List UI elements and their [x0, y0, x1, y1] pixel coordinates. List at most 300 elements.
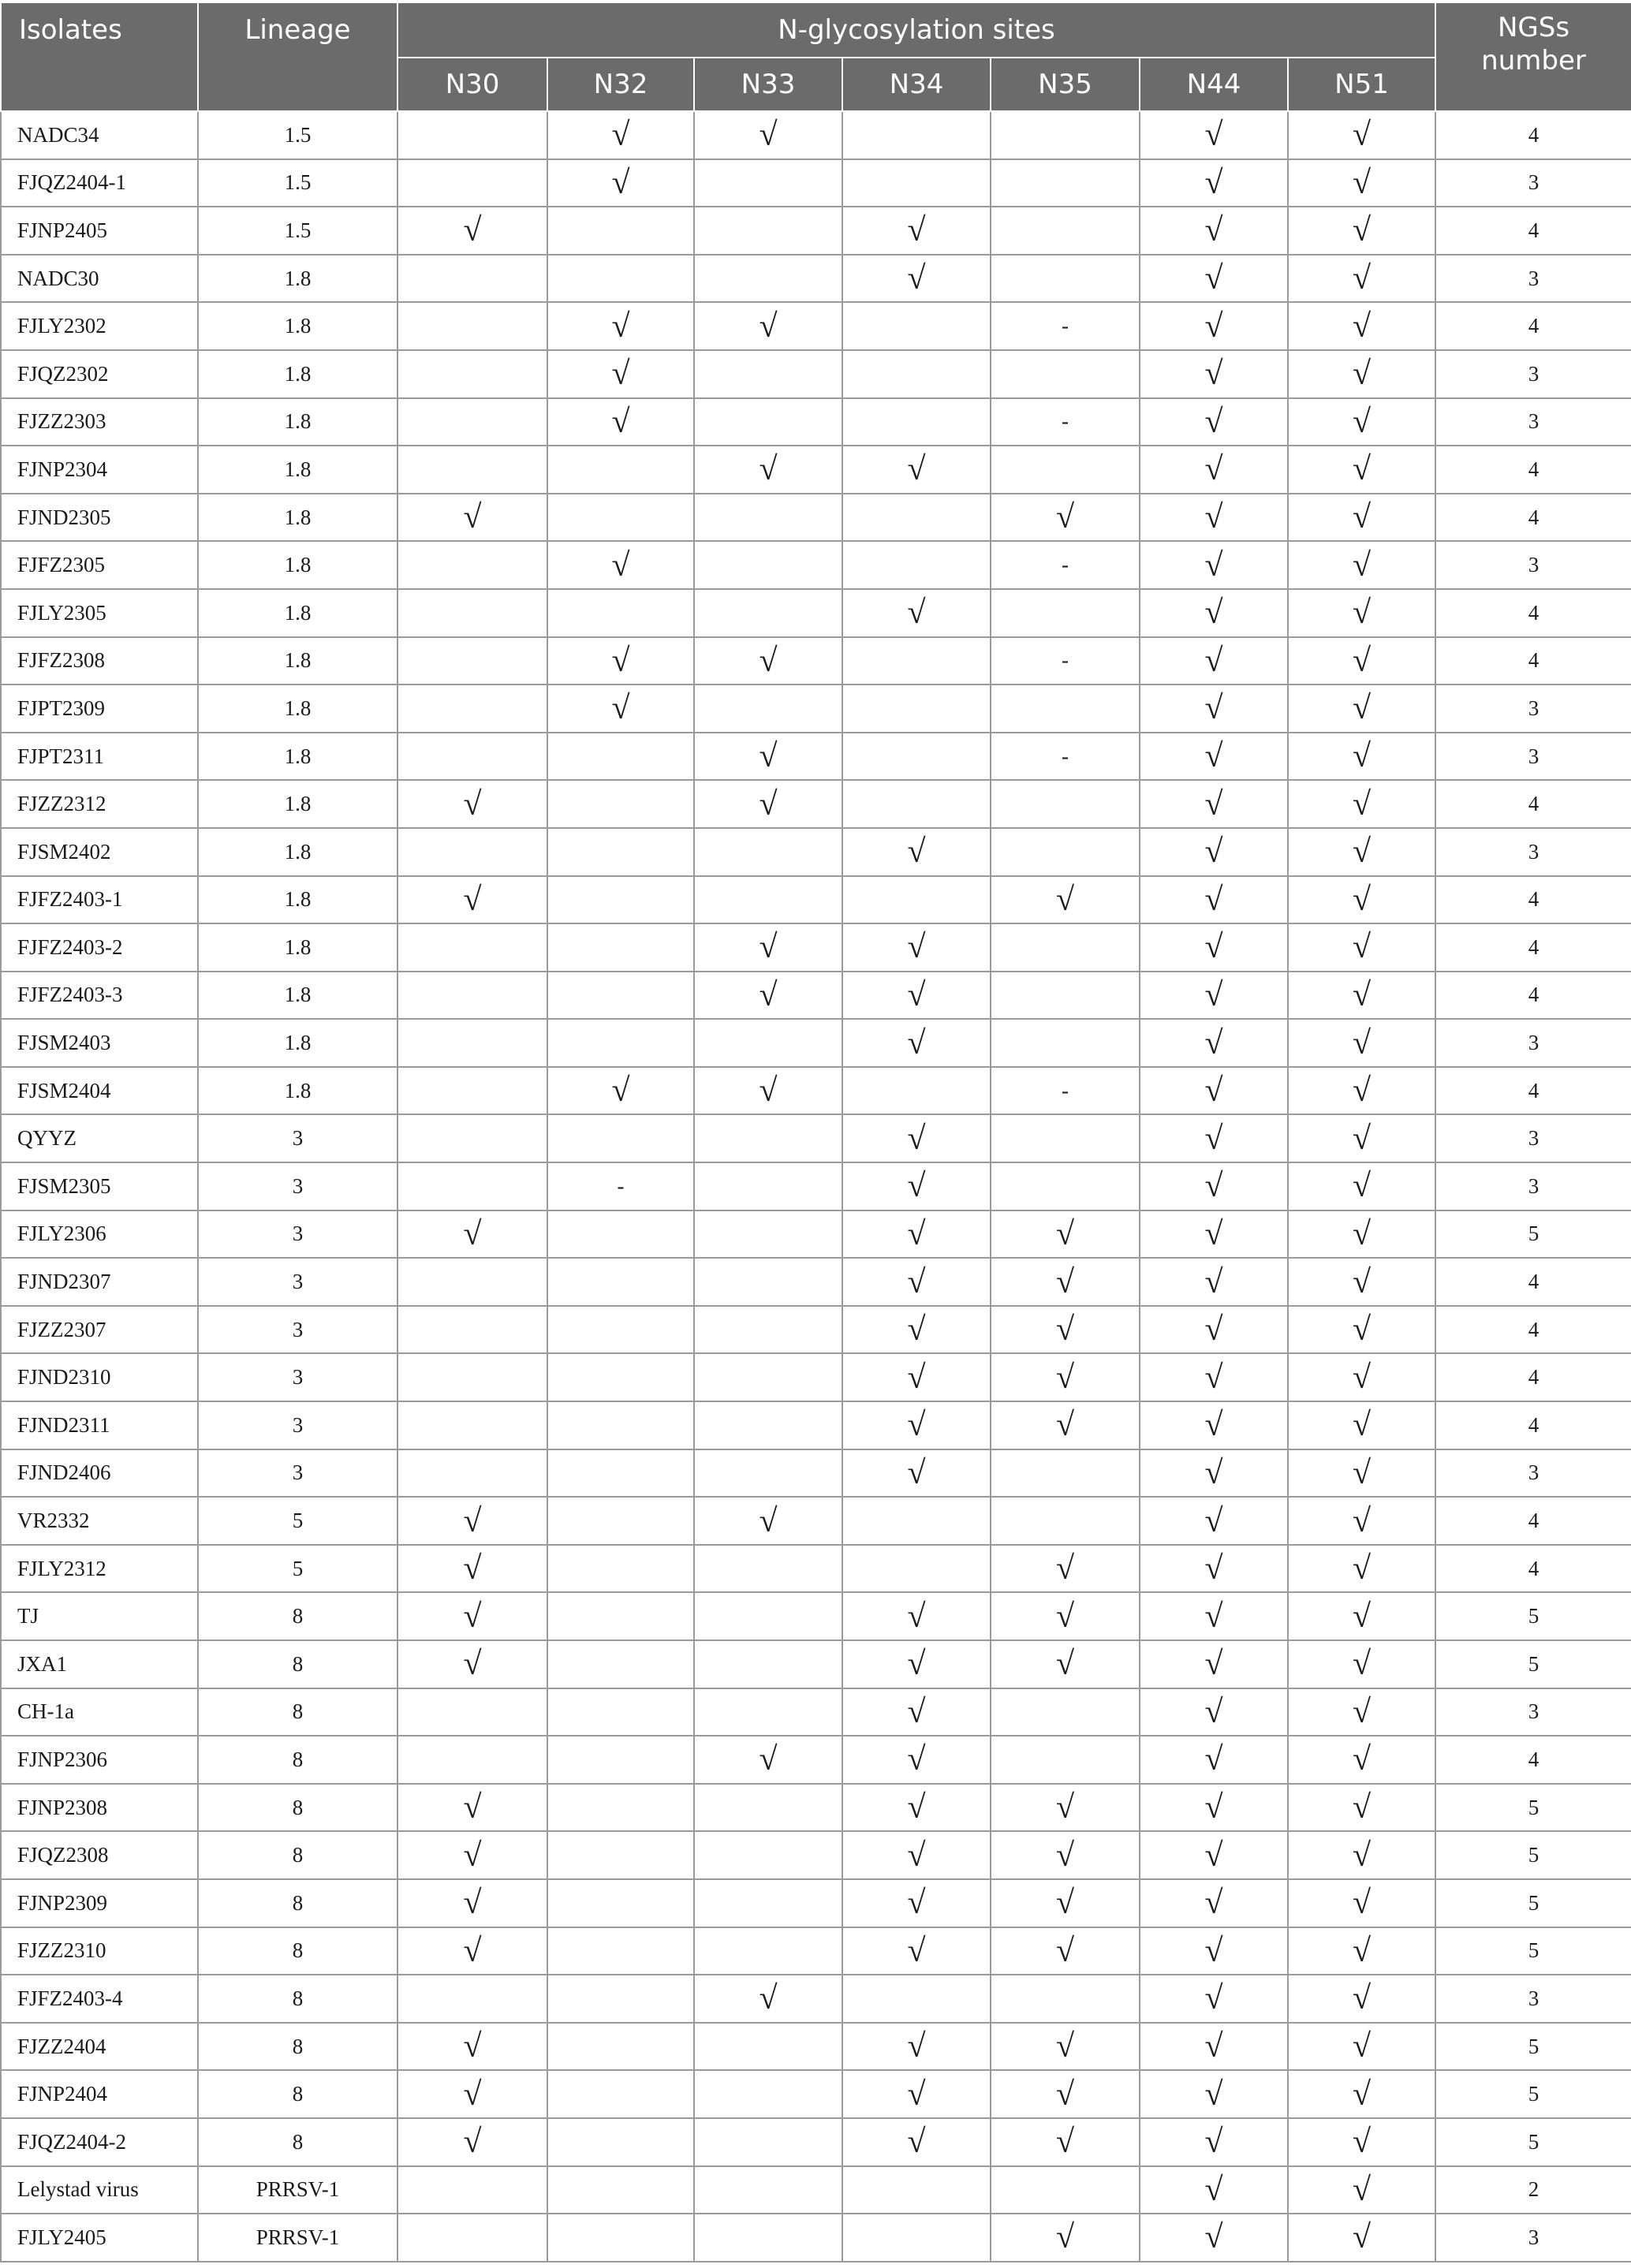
cell-site-n51: √ [1288, 446, 1435, 494]
cell-lineage: 1.5 [198, 111, 397, 159]
cell-site-n34: √ [842, 1879, 991, 1927]
cell-site-n32 [547, 1353, 694, 1401]
cell-ngs-number: 4 [1435, 923, 1631, 972]
cell-site-n35: - [991, 541, 1140, 589]
cell-site-n33 [694, 207, 842, 255]
cell-site-n35 [991, 1449, 1140, 1498]
cell-site-n51: √ [1288, 541, 1435, 589]
cell-ngs-number: 5 [1435, 2118, 1631, 2166]
cell-lineage: 3 [198, 1306, 397, 1354]
cell-isolate: QYYZ [1, 1114, 198, 1162]
cell-isolate: FJSM2403 [1, 1019, 198, 1067]
cell-site-n34: √ [842, 1258, 991, 1306]
cell-site-n44: √ [1140, 1592, 1288, 1640]
cell-isolate: VR2332 [1, 1497, 198, 1545]
cell-site-n34 [842, 1067, 991, 1115]
table-row [1, 1114, 1631, 1162]
cell-site-n30 [397, 1975, 547, 2023]
cell-site-n30 [397, 1114, 547, 1162]
cell-site-n51: √ [1288, 1019, 1435, 1067]
cell-isolate: FJFZ2403-4 [1, 1975, 198, 2023]
cell-site-n33 [694, 2214, 842, 2262]
cell-ngs-number: 3 [1435, 733, 1631, 781]
cell-isolate: Lelystad virus [1, 2166, 198, 2214]
cell-ngs-number: 4 [1435, 637, 1631, 685]
cell-site-n35 [991, 1497, 1140, 1545]
cell-lineage: 1.8 [198, 685, 397, 733]
table-row [1, 2023, 1631, 2071]
cell-site-n44: √ [1140, 1975, 1288, 2023]
cell-site-n35: √ [991, 1353, 1140, 1401]
cell-site-n32 [547, 1975, 694, 2023]
cell-site-n33: √ [694, 1497, 842, 1545]
header-row-top [1, 2, 1631, 58]
cell-ngs-number: 3 [1435, 1162, 1631, 1210]
table-row [1, 1927, 1631, 1975]
cell-site-n32 [547, 1879, 694, 1927]
cell-site-n33 [694, 828, 842, 876]
cell-site-n30: √ [397, 1210, 547, 1259]
cell-site-n32 [547, 207, 694, 255]
cell-site-n34: √ [842, 1353, 991, 1401]
cell-site-n44: √ [1140, 1640, 1288, 1688]
table-row [1, 1688, 1631, 1736]
cell-lineage: 1.8 [198, 350, 397, 398]
table-row [1, 111, 1631, 159]
cell-ngs-number: 4 [1435, 111, 1631, 159]
cell-lineage: 3 [198, 1449, 397, 1498]
table-header [1, 2, 1631, 111]
cell-isolate: FJZZ2303 [1, 398, 198, 446]
cell-isolate: FJNP2405 [1, 207, 198, 255]
cell-site-n51: √ [1288, 589, 1435, 637]
cell-site-n30 [397, 1019, 547, 1067]
cell-site-n51: √ [1288, 780, 1435, 828]
cell-site-n44: √ [1140, 302, 1288, 350]
cell-site-n33: √ [694, 637, 842, 685]
cell-site-n30 [397, 733, 547, 781]
cell-site-n33 [694, 159, 842, 207]
cell-lineage: 3 [198, 1401, 397, 1449]
cell-site-n34: √ [842, 1449, 991, 1498]
cell-site-n30: √ [397, 2118, 547, 2166]
cell-site-n44: √ [1140, 685, 1288, 733]
cell-ngs-number: 5 [1435, 1927, 1631, 1975]
table-row [1, 972, 1631, 1020]
cell-site-n44: √ [1140, 2023, 1288, 2071]
cell-site-n44: √ [1140, 1306, 1288, 1354]
cell-site-n44: √ [1140, 2214, 1288, 2262]
cell-site-n33: √ [694, 111, 842, 159]
cell-site-n35 [991, 350, 1140, 398]
cell-site-n35 [991, 1114, 1140, 1162]
cell-site-n35: - [991, 733, 1140, 781]
table-row [1, 255, 1631, 303]
cell-site-n33 [694, 350, 842, 398]
cell-site-n33: √ [694, 972, 842, 1020]
table-row [1, 159, 1631, 207]
cell-site-n30 [397, 685, 547, 733]
cell-site-n44: √ [1140, 541, 1288, 589]
cell-site-n44: √ [1140, 1831, 1288, 1879]
cell-site-n32 [547, 2118, 694, 2166]
cell-site-n34 [842, 733, 991, 781]
cell-isolate: FJQZ2308 [1, 1831, 198, 1879]
cell-site-n51: √ [1288, 923, 1435, 972]
cell-lineage: 8 [198, 2023, 397, 2071]
cell-site-n30: √ [397, 207, 547, 255]
table-row [1, 589, 1631, 637]
cell-site-n35 [991, 1019, 1140, 1067]
cell-site-n51: √ [1288, 2070, 1435, 2118]
cell-ngs-number: 4 [1435, 1401, 1631, 1449]
cell-site-n35: √ [991, 1927, 1140, 1975]
cell-ngs-number: 4 [1435, 589, 1631, 637]
cell-site-n35: √ [991, 1210, 1140, 1259]
table-row [1, 1449, 1631, 1498]
cell-site-n34: √ [842, 1640, 991, 1688]
cell-site-n33 [694, 1162, 842, 1210]
cell-site-n51: √ [1288, 159, 1435, 207]
cell-site-n30 [397, 1353, 547, 1401]
cell-site-n51: √ [1288, 255, 1435, 303]
cell-isolate: FJFZ2403-3 [1, 972, 198, 1020]
cell-site-n35 [991, 1688, 1140, 1736]
cell-site-n35: √ [991, 2118, 1140, 2166]
cell-lineage: 1.8 [198, 302, 397, 350]
cell-site-n33 [694, 876, 842, 924]
cell-site-n34: √ [842, 1306, 991, 1354]
cell-isolate: FJQZ2302 [1, 350, 198, 398]
cell-site-n51: √ [1288, 1736, 1435, 1784]
cell-site-n35 [991, 159, 1140, 207]
cell-site-n44: √ [1140, 1162, 1288, 1210]
cell-site-n33 [694, 1306, 842, 1354]
cell-site-n32 [547, 446, 694, 494]
cell-site-n35: √ [991, 1545, 1140, 1593]
cell-ngs-number: 4 [1435, 972, 1631, 1020]
cell-isolate: FJSM2404 [1, 1067, 198, 1115]
cell-site-n35: √ [991, 1258, 1140, 1306]
cell-site-n44: √ [1140, 589, 1288, 637]
cell-site-n33 [694, 1258, 842, 1306]
cell-site-n32: √ [547, 302, 694, 350]
cell-site-n34 [842, 685, 991, 733]
cell-ngs-number: 4 [1435, 876, 1631, 924]
cell-lineage: 8 [198, 1640, 397, 1688]
cell-site-n51: √ [1288, 733, 1435, 781]
header-sites-group: N-glycosylation sites [397, 2, 1435, 58]
table-row [1, 1019, 1631, 1067]
cell-site-n30 [397, 159, 547, 207]
cell-lineage: 5 [198, 1545, 397, 1593]
cell-ngs-number: 5 [1435, 1784, 1631, 1832]
table-row [1, 2166, 1631, 2214]
cell-site-n35 [991, 828, 1140, 876]
cell-site-n32 [547, 733, 694, 781]
cell-site-n32 [547, 494, 694, 542]
cell-ngs-number: 4 [1435, 780, 1631, 828]
cell-site-n33 [694, 1449, 842, 1498]
cell-isolate: FJLY2302 [1, 302, 198, 350]
cell-lineage: 1.8 [198, 1019, 397, 1067]
cell-site-n51: √ [1288, 1067, 1435, 1115]
cell-site-n33 [694, 1879, 842, 1927]
cell-site-n51: √ [1288, 828, 1435, 876]
cell-lineage: 1.5 [198, 159, 397, 207]
cell-site-n51: √ [1288, 1114, 1435, 1162]
cell-site-n51: √ [1288, 1784, 1435, 1832]
cell-site-n30 [397, 2166, 547, 2214]
table-row [1, 1258, 1631, 1306]
cell-site-n44: √ [1140, 1736, 1288, 1784]
cell-site-n33 [694, 1831, 842, 1879]
table-row [1, 828, 1631, 876]
cell-site-n30: √ [397, 494, 547, 542]
cell-lineage: 1.8 [198, 780, 397, 828]
cell-site-n35: √ [991, 1640, 1140, 1688]
cell-lineage: 1.8 [198, 494, 397, 542]
cell-ngs-number: 4 [1435, 446, 1631, 494]
table-row [1, 1784, 1631, 1832]
cell-site-n30: √ [397, 1497, 547, 1545]
cell-site-n34 [842, 876, 991, 924]
cell-site-n51: √ [1288, 1162, 1435, 1210]
cell-lineage: 8 [198, 1975, 397, 2023]
cell-site-n34 [842, 159, 991, 207]
cell-isolate: CH-1a [1, 1688, 198, 1736]
cell-isolate: FJLY2312 [1, 1545, 198, 1593]
cell-site-n33: √ [694, 780, 842, 828]
cell-site-n44: √ [1140, 255, 1288, 303]
cell-site-n30: √ [397, 1545, 547, 1593]
cell-site-n44: √ [1140, 1879, 1288, 1927]
cell-site-n33 [694, 589, 842, 637]
cell-site-n32 [547, 780, 694, 828]
cell-lineage: 1.8 [198, 255, 397, 303]
cell-site-n35 [991, 1736, 1140, 1784]
cell-site-n51: √ [1288, 398, 1435, 446]
cell-site-n44: √ [1140, 1688, 1288, 1736]
cell-isolate: FJZZ2404 [1, 2023, 198, 2071]
cell-isolate: FJFZ2403-2 [1, 923, 198, 972]
table-row [1, 541, 1631, 589]
cell-site-n30: √ [397, 1879, 547, 1927]
cell-site-n51: √ [1288, 1545, 1435, 1593]
cell-site-n44: √ [1140, 1497, 1288, 1545]
cell-site-n35: √ [991, 1592, 1140, 1640]
cell-site-n51: √ [1288, 1592, 1435, 1640]
cell-ngs-number: 4 [1435, 1258, 1631, 1306]
cell-site-n35 [991, 1162, 1140, 1210]
cell-isolate: FJFZ2403-1 [1, 876, 198, 924]
cell-site-n34 [842, 350, 991, 398]
cell-ngs-number: 4 [1435, 1736, 1631, 1784]
cell-site-n32 [547, 1640, 694, 1688]
table-row [1, 1736, 1631, 1784]
cell-site-n44: √ [1140, 111, 1288, 159]
cell-site-n44: √ [1140, 2118, 1288, 2166]
cell-site-n44: √ [1140, 1258, 1288, 1306]
header-site: N33 [694, 58, 842, 111]
header-ngs-line2: number [1481, 45, 1586, 76]
cell-site-n51: √ [1288, 1879, 1435, 1927]
cell-site-n32 [547, 1497, 694, 1545]
cell-site-n34: √ [842, 2118, 991, 2166]
cell-ngs-number: 3 [1435, 685, 1631, 733]
cell-ngs-number: 3 [1435, 541, 1631, 589]
cell-site-n30 [397, 1258, 547, 1306]
cell-lineage: 1.8 [198, 828, 397, 876]
cell-site-n32: √ [547, 350, 694, 398]
cell-isolate: FJLY2305 [1, 589, 198, 637]
cell-site-n30 [397, 255, 547, 303]
cell-site-n51: √ [1288, 207, 1435, 255]
cell-site-n33 [694, 1688, 842, 1736]
cell-ngs-number: 4 [1435, 1353, 1631, 1401]
cell-site-n32 [547, 1545, 694, 1593]
cell-site-n35 [991, 446, 1140, 494]
cell-lineage: 3 [198, 1114, 397, 1162]
cell-ngs-number: 5 [1435, 2070, 1631, 2118]
cell-lineage: 5 [198, 1497, 397, 1545]
cell-ngs-number: 4 [1435, 207, 1631, 255]
table-row [1, 1210, 1631, 1259]
cell-isolate: JXA1 [1, 1640, 198, 1688]
cell-lineage: 8 [198, 1736, 397, 1784]
cell-site-n30: √ [397, 2070, 547, 2118]
cell-site-n44: √ [1140, 1927, 1288, 1975]
cell-site-n32 [547, 1210, 694, 1259]
cell-site-n32 [547, 876, 694, 924]
cell-lineage: 8 [198, 1831, 397, 1879]
cell-isolate: FJZZ2310 [1, 1927, 198, 1975]
cell-site-n34: √ [842, 2070, 991, 2118]
cell-site-n34 [842, 2214, 991, 2262]
cell-site-n32 [547, 1688, 694, 1736]
cell-site-n33 [694, 2166, 842, 2214]
cell-site-n51: √ [1288, 876, 1435, 924]
cell-site-n51: √ [1288, 1306, 1435, 1354]
cell-site-n34: √ [842, 1736, 991, 1784]
cell-ngs-number: 3 [1435, 1449, 1631, 1498]
table-row [1, 350, 1631, 398]
cell-ngs-number: 2 [1435, 2166, 1631, 2214]
cell-ngs-number: 5 [1435, 1831, 1631, 1879]
table-row [1, 1640, 1631, 1688]
table-row [1, 1879, 1631, 1927]
cell-site-n44: √ [1140, 1114, 1288, 1162]
cell-site-n44: √ [1140, 637, 1288, 685]
cell-site-n51: √ [1288, 637, 1435, 685]
cell-site-n34 [842, 780, 991, 828]
cell-site-n30: √ [397, 1784, 547, 1832]
cell-site-n30: √ [397, 1592, 547, 1640]
cell-site-n34: √ [842, 589, 991, 637]
cell-site-n32 [547, 923, 694, 972]
cell-site-n34: √ [842, 2023, 991, 2071]
cell-ngs-number: 5 [1435, 1879, 1631, 1927]
table-row [1, 302, 1631, 350]
cell-isolate: FJQZ2404-1 [1, 159, 198, 207]
table-row [1, 2118, 1631, 2166]
cell-site-n32 [547, 972, 694, 1020]
table-row [1, 1067, 1631, 1115]
cell-lineage: PRRSV-1 [198, 2166, 397, 2214]
cell-site-n44: √ [1140, 350, 1288, 398]
cell-site-n30: √ [397, 1927, 547, 1975]
cell-site-n33: √ [694, 1736, 842, 1784]
cell-site-n34: √ [842, 1210, 991, 1259]
cell-site-n33 [694, 1401, 842, 1449]
cell-site-n35 [991, 685, 1140, 733]
cell-site-n44: √ [1140, 494, 1288, 542]
cell-site-n33 [694, 494, 842, 542]
header-site: N30 [397, 58, 547, 111]
cell-lineage: 8 [198, 2118, 397, 2166]
cell-site-n32 [547, 1114, 694, 1162]
table-row [1, 1353, 1631, 1401]
cell-site-n34: √ [842, 1114, 991, 1162]
cell-site-n32: √ [547, 637, 694, 685]
table-row [1, 494, 1631, 542]
table-row [1, 637, 1631, 685]
cell-site-n30 [397, 589, 547, 637]
cell-site-n33 [694, 1019, 842, 1067]
cell-site-n30 [397, 541, 547, 589]
cell-isolate: NADC30 [1, 255, 198, 303]
cell-site-n35 [991, 780, 1140, 828]
cell-site-n32 [547, 1736, 694, 1784]
cell-site-n35: √ [991, 2023, 1140, 2071]
cell-isolate: FJNP2308 [1, 1784, 198, 1832]
cell-site-n30 [397, 1736, 547, 1784]
cell-site-n51: √ [1288, 1353, 1435, 1401]
cell-site-n44: √ [1140, 1784, 1288, 1832]
cell-site-n33 [694, 1545, 842, 1593]
cell-site-n44: √ [1140, 828, 1288, 876]
cell-site-n34 [842, 1545, 991, 1593]
cell-site-n44: √ [1140, 780, 1288, 828]
header-site: N34 [842, 58, 991, 111]
cell-site-n44: √ [1140, 1449, 1288, 1498]
cell-site-n35: √ [991, 494, 1140, 542]
table-row [1, 923, 1631, 972]
cell-site-n34 [842, 637, 991, 685]
cell-lineage: 3 [198, 1210, 397, 1259]
cell-lineage: 1.5 [198, 207, 397, 255]
cell-site-n34: √ [842, 255, 991, 303]
cell-ngs-number: 4 [1435, 1306, 1631, 1354]
table-row [1, 1831, 1631, 1879]
cell-site-n33: √ [694, 733, 842, 781]
cell-site-n51: √ [1288, 685, 1435, 733]
table-row [1, 446, 1631, 494]
cell-isolate: FJZZ2312 [1, 780, 198, 828]
cell-site-n51: √ [1288, 111, 1435, 159]
cell-site-n34: √ [842, 1688, 991, 1736]
table-row [1, 780, 1631, 828]
header-lineage: Lineage [198, 2, 397, 111]
cell-site-n33: √ [694, 1067, 842, 1115]
cell-site-n30 [397, 446, 547, 494]
cell-site-n30 [397, 111, 547, 159]
cell-site-n35: √ [991, 2214, 1140, 2262]
table-body [1, 111, 1631, 2262]
cell-site-n51: √ [1288, 302, 1435, 350]
cell-site-n30: √ [397, 1640, 547, 1688]
cell-site-n33 [694, 1114, 842, 1162]
